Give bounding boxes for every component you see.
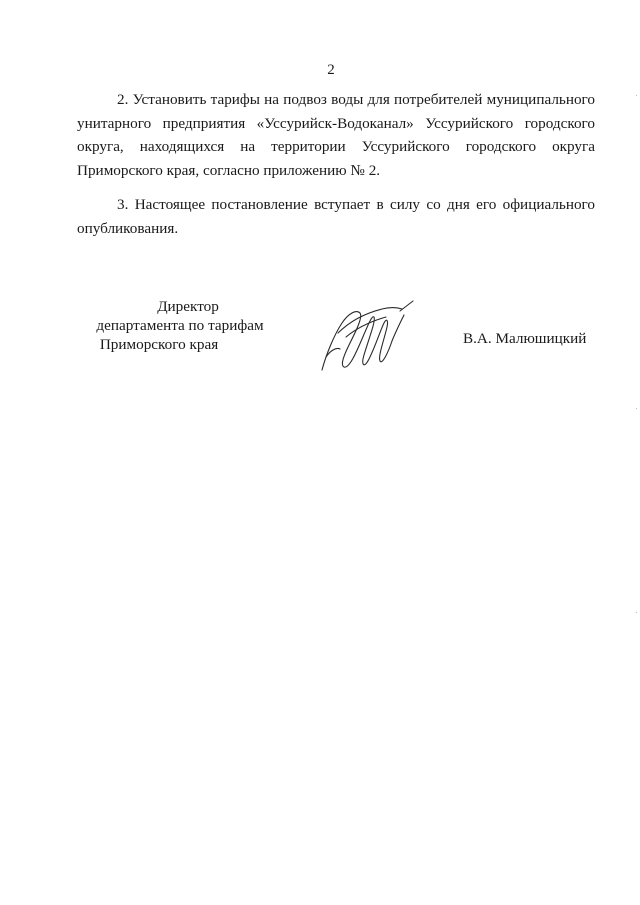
scan-artifact <box>636 95 637 96</box>
position-line: департамента по тарифам <box>96 317 264 334</box>
signatory-position <box>70 297 290 354</box>
signer-name: В.А. Малюшицкий <box>463 330 587 347</box>
handwritten-signature <box>316 297 416 375</box>
document-body <box>77 88 595 241</box>
position-line: Директор <box>157 298 219 315</box>
paragraph-effective-date: 3. Настоящее постановление вступает в силу со дня его официального опубликования. <box>77 196 595 237</box>
scan-artifact <box>636 612 637 613</box>
position-line: Приморского края <box>99 336 219 353</box>
scan-artifact <box>636 408 637 409</box>
paragraph-tariffs: 2. Установить тарифы на подвоз воды для потребителей муниципального унитарного предприятия «Уссурийск-Водоканал» Уссурийского городского округа, находящихся на территории Уссурийского городского округа Приморского края, согласно приложению № 2. <box>77 91 595 179</box>
page-number: 2 <box>327 62 335 78</box>
